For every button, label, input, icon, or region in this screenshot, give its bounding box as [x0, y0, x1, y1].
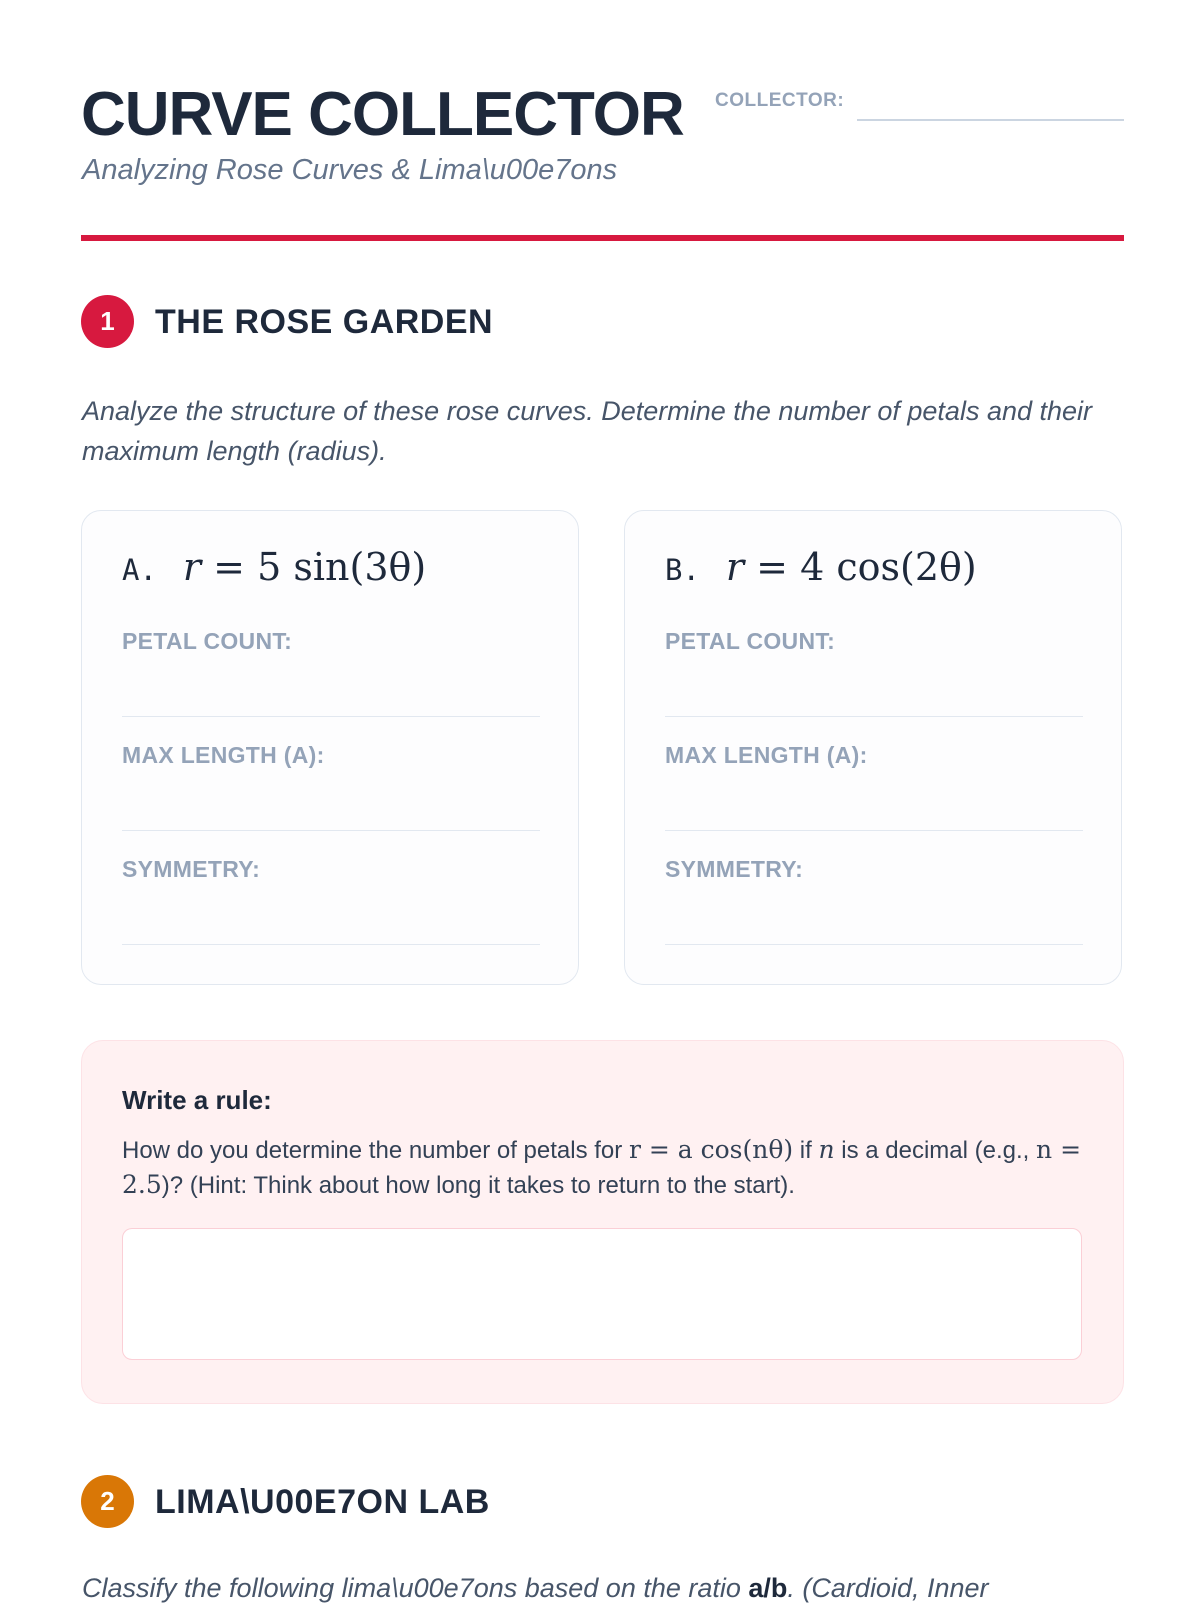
card-b-max-length-field[interactable]	[665, 830, 1083, 831]
card-a-equation: r = 5 sin(3θ)	[182, 545, 427, 589]
section-2-title: LIMA\U00E7ON LAB	[155, 1483, 490, 1521]
section-2-intro: Classify the following lima\u00e7ons based on the ratio a/b. (Cardioid, Inner	[82, 1573, 989, 1603]
card-a-petal-count-field[interactable]	[122, 716, 540, 717]
card-a-max-length-field[interactable]	[122, 830, 540, 831]
collector-label: COLLECTOR:	[715, 90, 845, 111]
page-title: CURVE COLLECTOR	[81, 80, 684, 149]
card-a-symmetry-field[interactable]	[122, 944, 540, 945]
section-1-number-badge: 1	[81, 295, 134, 348]
section-1-title: THE ROSE GARDEN	[155, 303, 494, 341]
card-b-petal-count-field[interactable]	[665, 716, 1083, 717]
card-b-symmetry-field[interactable]	[665, 944, 1083, 945]
card-b-petal-count-label: PETAL COUNT:	[665, 628, 836, 654]
section-2-number-badge: 2	[81, 1475, 134, 1528]
rule-title: Write a rule:	[122, 1085, 272, 1115]
card-a-petal-count-label: PETAL COUNT:	[122, 628, 293, 654]
card-a-heading	[122, 545, 426, 589]
card-b-symmetry-label: SYMMETRY:	[665, 856, 804, 882]
card-a-max-length-label: MAX LENGTH (A):	[122, 742, 325, 768]
rule-prompt: How do you determine the number of petals for r = a cos(nθ) if n is a decimal (e.g., n = 2.5)? (Hint: Think about how long it takes to return to the start).	[122, 1135, 1082, 1199]
card-b-heading	[665, 545, 977, 589]
collector-name-field[interactable]	[857, 119, 1124, 121]
page-subtitle: Analyzing Rose Curves & Lima\u00e7ons	[82, 154, 618, 186]
write-rule-box	[81, 1040, 1124, 1404]
section-1-intro: Analyze the structure of these rose curves. Determine the number of petals and their maximum length (radius).	[82, 396, 1093, 466]
card-b-max-length-label: MAX LENGTH (A):	[665, 742, 868, 768]
card-a-symmetry-label: SYMMETRY:	[122, 856, 261, 882]
card-b-equation: r = 4 cos(2θ)	[725, 545, 977, 589]
rule-answer-textarea[interactable]	[122, 1228, 1082, 1360]
card-a-letter: A.	[122, 553, 157, 587]
rose-card-a	[81, 510, 579, 985]
card-b-letter: B.	[665, 553, 700, 587]
rose-card-b	[624, 510, 1122, 985]
header-divider	[81, 235, 1124, 241]
